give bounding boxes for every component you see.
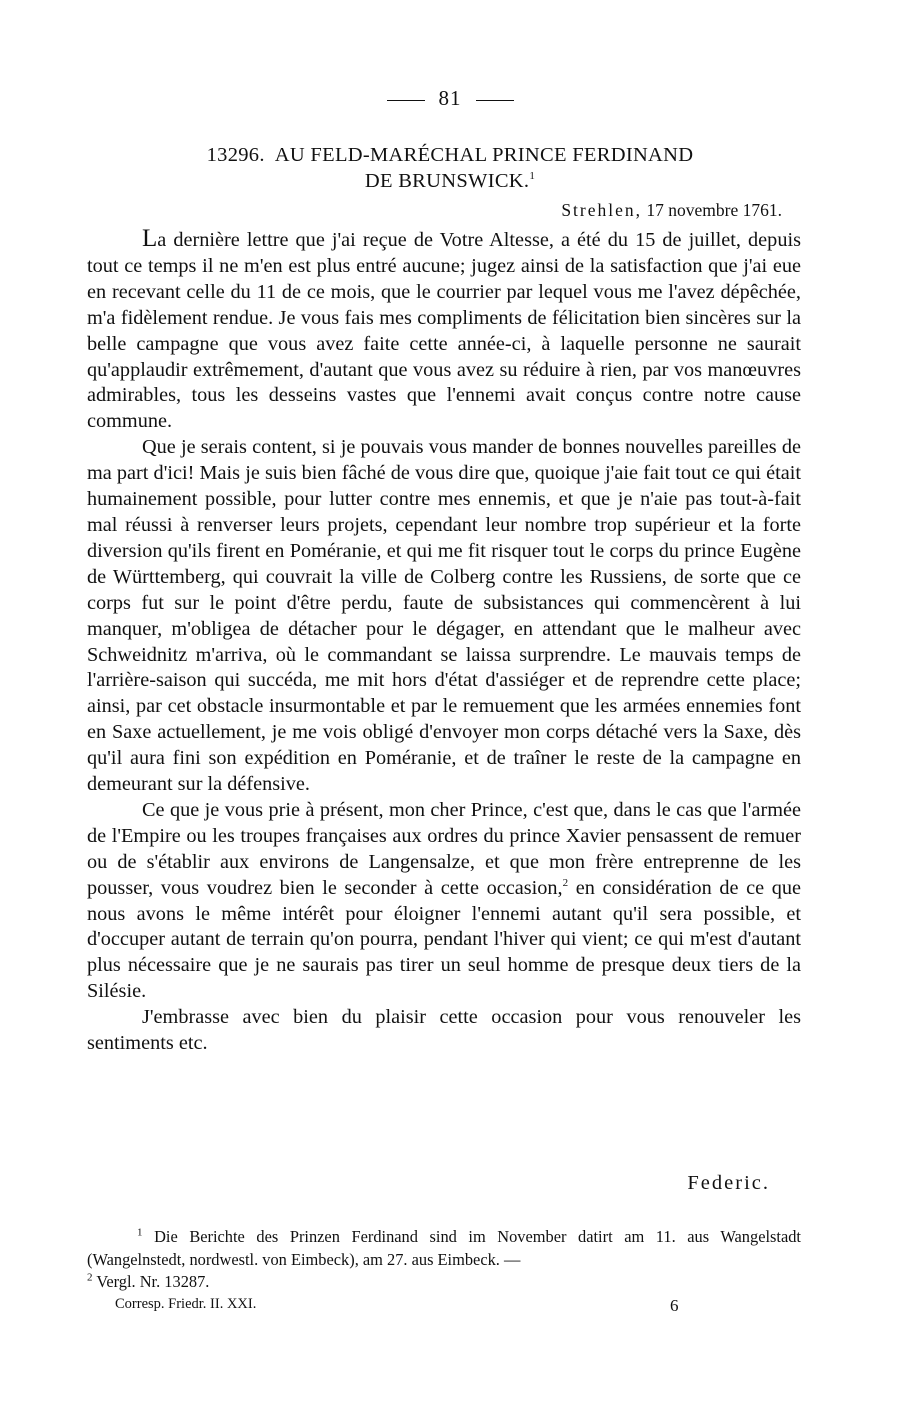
page-number-dash-right: [476, 100, 514, 101]
bottom-line: [115, 1296, 715, 1313]
paragraph-1: [87, 226, 801, 435]
heading-footnote-mark: 1: [529, 170, 536, 183]
footnote-2-text: Vergl. Nr. 13287.: [96, 1272, 210, 1291]
footnotes: [87, 1226, 801, 1294]
letter-number: 13296.: [206, 144, 265, 166]
initial-letter: L: [142, 225, 158, 252]
footnote-2-mark: 2: [87, 1271, 93, 1284]
paragraph-1-text: a dernière lettre que j'ai reçue de Votre Altesse, a été du 15 de juillet, depuis tout ce temps il ne m'en est plus entré aucune; jugez ainsi de la satisfaction que j'ai eue en recevant celle du 11 de ce mois, que le courrier par lequel vous me l'avez dépêchée, m'a fidèlement rendue. Je vous fais mes compliments de félicitation bien sincères sur la belle campagne que vous avez faite cette année-ci, à laquelle personne ne saurait qu'applaudir extrêmement, d'autant que vous avez su réduire à rien, par vos manœuvres admirables, tous les desseins vastes que l'ennemi avait conçus contre notre cause commune.: [87, 229, 801, 433]
heading-title-line-1: AU FELD-MARÉCHAL PRINCE FERDINAND: [274, 144, 694, 166]
signature-mark: 6: [670, 1296, 679, 1315]
footnote-1-mark: 1: [137, 1226, 143, 1239]
series-title: Corresp. Friedr. II. XXI.: [115, 1296, 257, 1312]
paragraph-3-text-before: Ce que je vous prie à présent, mon cher Prince, c'est que, dans le cas que l'armée de l'Empire ou les troupes françaises aux ordres du prince Xavier pensassent de remuer ou de s'établir aux environs de Langensalze, et que mon frère entreprenne de les pousser, vous voudrez bien le seconder à cette occasion,: [87, 798, 801, 899]
place: Strehlen,: [561, 200, 643, 220]
heading-title-line-2: DE BRUNSWICK.: [364, 170, 530, 192]
paragraph-3-footnote-mark: 2: [562, 876, 569, 889]
paragraph-2: Que je serais content, si je pouvais vous mander de bonnes nouvelles pareilles de ma part d'ici! Mais je suis bien fâché de vous dire que, quoique j'aie fait tout ce qui était humainement possible, pour lutter contre mes ennemis, et que je n'aie pas tout-à-fait mal réussi à renverser leurs projets, cependant leur nombre trop supérieur et la forte diversion qu'ils firent en Poméranie, et qui me fit risquer tout le corps du prince Eugène de Württemberg, qui couvrait la ville de Colberg contre les Russiens, de sorte que ce corps fut sur le point d'être perdu, faute de subsistances qui commencèrent à lui manquer, m'obligea de détacher pour le dégager, en attendant que le malheur avec Schweidnitz m'arriva, où le commandant se laissa surprendre. Le mauvais temps de l'arrière-saison qui succéda, me mit hors d'état d'assiéger et de reprendre cette place; ainsi, par cet obstacle insurmontable et par le remuement que les armées ennemies font en Saxe actuellement, je me vois obligé d'envoyer mon corps détaché vers la Saxe, dès qu'il aura fini son expédition en Poméranie, et de traîner le reste de la campagne en demeurant sur la défensive.: [87, 436, 801, 796]
paragraph-4: J'embrasse avec bien du plaisir cette occasion pour vous renouveler les sentiments etc.: [87, 1006, 801, 1055]
page-number-dash-left: [387, 100, 425, 101]
paragraph-3-text-after: en considération de ce que nous avons le même intérêt pour éloigner l'ennemi autant qu'il sera possible, et d'occuper autant de terrain qu'on pourra, pendant l'hiver qui vient; ce qui m'est d'autant plus nécessaire que je ne saurais pas tirer un seul homme de presque deux tiers de la Silésie.: [87, 876, 801, 1003]
place-and-date: [561, 200, 782, 221]
heading-line-1: [130, 142, 770, 168]
heading-line-2: [130, 168, 770, 194]
footnote-2: [87, 1271, 801, 1294]
letter-body: [87, 226, 801, 1057]
letter-heading: [130, 142, 770, 194]
footnote-1: [87, 1226, 801, 1271]
page-number: [0, 86, 900, 111]
date: 17 novembre 1761.: [646, 200, 782, 220]
signature: Federic.: [687, 1172, 770, 1194]
footnote-1-text: Die Berichte des Prinzen Ferdinand sind im November datirt am 11. aus Wangelstadt (Wangelnstedt, nordwestl. von Eimbeck), am 27. aus Eimbeck. —: [87, 1227, 801, 1269]
page-number-value: 81: [438, 86, 462, 110]
paragraph-3: [87, 798, 801, 1005]
